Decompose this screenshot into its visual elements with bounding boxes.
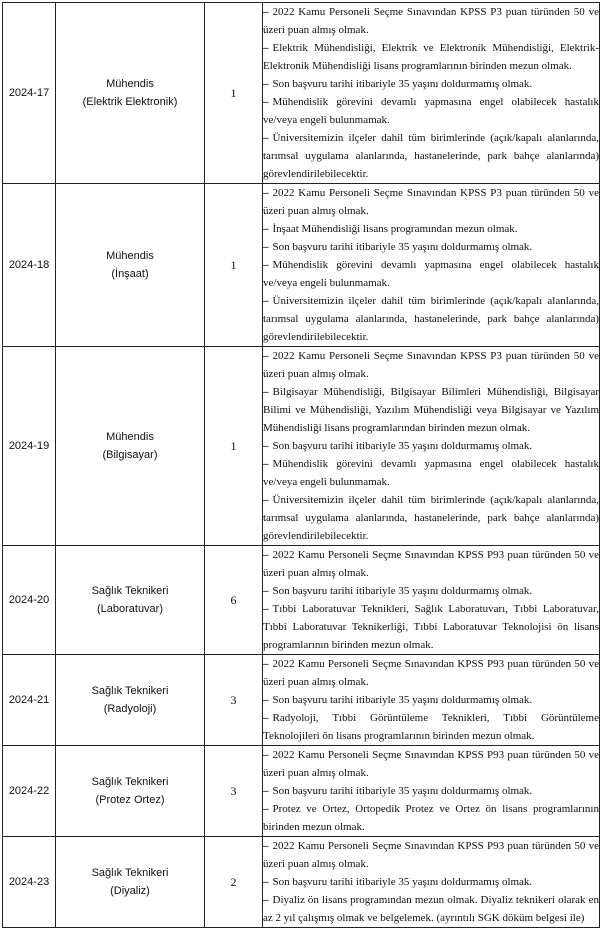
position-title-main: Sağlık Teknikeri: [91, 585, 169, 597]
position-count: 3: [205, 746, 263, 837]
position-title-specialty: (Diyaliz): [110, 885, 150, 897]
positions-table: [2, 2, 600, 928]
position-title-main: Sağlık Teknikeri: [91, 776, 169, 788]
position-code: 2024-17: [3, 3, 56, 184]
position-title-specialty: (İnşaat): [111, 268, 149, 280]
position-row: [3, 184, 600, 347]
position-row: [3, 347, 600, 546]
position-count: 6: [205, 546, 263, 655]
requirement-item: ‒ Son başvuru tarihi itibariyle 35 yaşını doldurmamış olmak.: [263, 582, 599, 600]
position-title: [56, 837, 205, 928]
requirement-item: ‒ Üniversitemizin ilçeler dahil tüm birimlerinde (açık/kapalı alanlarında, tarımsal uygulama alanlarında, hastanelerinde, park bahçe alanlarında) görevlendirilebilecektir.: [263, 129, 599, 183]
position-row: [3, 837, 600, 928]
position-row: [3, 3, 600, 184]
position-requirements: [263, 837, 600, 928]
position-title: [56, 184, 205, 347]
requirement-item: ‒ Diyaliz ön lisans programından mezun olmak. Diyaliz teknikeri olarak en az 2 yıl çalışmış olmak ve belgelemek. (ayrıntılı SGK döküm belgesi ile): [263, 891, 599, 927]
position-title: [56, 746, 205, 837]
positions-table-body: [3, 3, 600, 928]
requirement-item: ‒ 2022 Kamu Personeli Seçme Sınavından KPSS P3 puan türünden 50 ve üzeri puan almış olmak.: [263, 347, 599, 383]
requirement-item: ‒ İnşaat Mühendisliği lisans programından mezun olmak.: [263, 220, 599, 238]
requirement-item: ‒ Mühendislik görevini devamlı yapmasına engel olabilecek hastalık ve/veya engeli bulunmamak.: [263, 455, 599, 491]
position-row: [3, 746, 600, 837]
requirement-item: ‒ Üniversitemizin ilçeler dahil tüm birimlerinde (açık/kapalı alanlarında, tarımsal uygulama alanlarında, hastanelerinde, park bahçe alanlarında) görevlendirilebilecektir.: [263, 491, 599, 545]
position-requirements: [263, 655, 600, 746]
position-count: 2: [205, 837, 263, 928]
requirement-item: ‒ Tıbbi Laboratuvar Teknikleri, Sağlık Laboratuvarı, Tıbbi Laboratuvar, Tıbbi Laboratuvar Teknikerliği, Tıbbi Laboratuvar Teknolojisi ön lisans programlarının birinden mezun olmak.: [263, 600, 599, 654]
requirement-item: ‒ 2022 Kamu Personeli Seçme Sınavından KPSS P3 puan türünden 50 ve üzeri puan almış olmak.: [263, 3, 599, 39]
position-count: 1: [205, 347, 263, 546]
requirement-item: ‒ Üniversitemizin ilçeler dahil tüm birimlerinde (açık/kapalı alanlarında, tarımsal uygulama alanlarında, hastanelerinde, park bahçe alanlarında) görevlendirilebilecektir.: [263, 292, 599, 346]
requirement-item: ‒ 2022 Kamu Personeli Seçme Sınavından KPSS P93 puan türünden 50 ve üzeri puan almış olmak.: [263, 546, 599, 582]
requirement-item: ‒ Mühendislik görevini devamlı yapmasına engel olabilecek hastalık ve/veya engeli bulunmamak.: [263, 256, 599, 292]
requirement-item: ‒ Elektrik Mühendisliği, Elektrik ve Elektronik Mühendisliği, Elektrik-Elektronik Mühendisliği lisans programlarının birinden mezun olmak.: [263, 39, 599, 75]
requirement-item: ‒ Mühendislik görevini devamlı yapmasına engel olabilecek hastalık ve/veya engeli bulunmamak.: [263, 93, 599, 129]
position-code: 2024-19: [3, 347, 56, 546]
requirement-item: ‒ 2022 Kamu Personeli Seçme Sınavından KPSS P93 puan türünden 50 ve üzeri puan almış olmak.: [263, 837, 599, 873]
position-code: 2024-20: [3, 546, 56, 655]
position-title-specialty: (Elektrik Elektronik): [82, 96, 178, 108]
position-code: 2024-21: [3, 655, 56, 746]
position-requirements: [263, 3, 600, 184]
position-code: 2024-23: [3, 837, 56, 928]
position-title-specialty: (Protez Ortez): [95, 794, 165, 806]
requirement-item: ‒ Son başvuru tarihi itibariyle 35 yaşını doldurmamış olmak.: [263, 437, 599, 455]
requirement-item: ‒ Son başvuru tarihi itibariyle 35 yaşını doldurmamış olmak.: [263, 75, 599, 93]
job-positions-document: [2, 2, 600, 928]
position-title-main: Mühendis: [106, 250, 154, 262]
position-title-specialty: (Bilgisayar): [102, 449, 158, 461]
position-row: [3, 655, 600, 746]
requirement-item: ‒ Son başvuru tarihi itibariyle 35 yaşını doldurmamış olmak.: [263, 873, 599, 891]
position-title: [56, 347, 205, 546]
position-requirements: [263, 347, 600, 546]
requirement-item: ‒ Bilgisayar Mühendisliği, Bilgisayar Bilimleri Mühendisliği, Bilgisayar Bilimi ve Mühendisliği, Yazılım Mühendisliği veya Bilgisayar ve Yazılım Mühendisliği lisans programlarından birinden mezun olmak.: [263, 383, 599, 437]
requirement-item: ‒ Protez ve Ortez, Ortopedik Protez ve Ortez ön lisans programlarının birinden mezun olmak.: [263, 800, 599, 836]
position-count: 1: [205, 184, 263, 347]
position-requirements: [263, 184, 600, 347]
position-title-specialty: (Laboratuvar): [96, 603, 164, 615]
requirement-item: ‒ 2022 Kamu Personeli Seçme Sınavından KPSS P93 puan türünden 50 ve üzeri puan almış olmak.: [263, 655, 599, 691]
position-code: 2024-22: [3, 746, 56, 837]
position-title-main: Sağlık Teknikeri: [91, 685, 169, 697]
position-title-main: Mühendis: [106, 431, 154, 443]
position-title-specialty: (Radyoloji): [103, 703, 157, 715]
position-row: [3, 546, 600, 655]
requirement-item: ‒ Radyoloji, Tıbbi Görüntüleme Teknikleri, Tıbbi Görüntüleme Teknolojileri ön lisans programlarının birinden mezun olmak.: [263, 709, 599, 745]
requirement-item: ‒ 2022 Kamu Personeli Seçme Sınavından KPSS P3 puan türünden 50 ve üzeri puan almış olmak.: [263, 184, 599, 220]
position-requirements: [263, 746, 600, 837]
requirement-item: ‒ Son başvuru tarihi itibariyle 35 yaşını doldurmamış olmak.: [263, 691, 599, 709]
position-title-main: Mühendis: [106, 78, 154, 90]
position-count: 1: [205, 3, 263, 184]
position-title: [56, 3, 205, 184]
position-title: [56, 655, 205, 746]
requirement-item: ‒ Son başvuru tarihi itibariyle 35 yaşını doldurmamış olmak.: [263, 782, 599, 800]
position-title: [56, 546, 205, 655]
position-title-main: Sağlık Teknikeri: [91, 867, 169, 879]
requirement-item: ‒ Son başvuru tarihi itibariyle 35 yaşını doldurmamış olmak.: [263, 238, 599, 256]
requirement-item: ‒ 2022 Kamu Personeli Seçme Sınavından KPSS P93 puan türünden 50 ve üzeri puan almış olmak.: [263, 746, 599, 782]
position-requirements: [263, 546, 600, 655]
position-count: 3: [205, 655, 263, 746]
position-code: 2024-18: [3, 184, 56, 347]
